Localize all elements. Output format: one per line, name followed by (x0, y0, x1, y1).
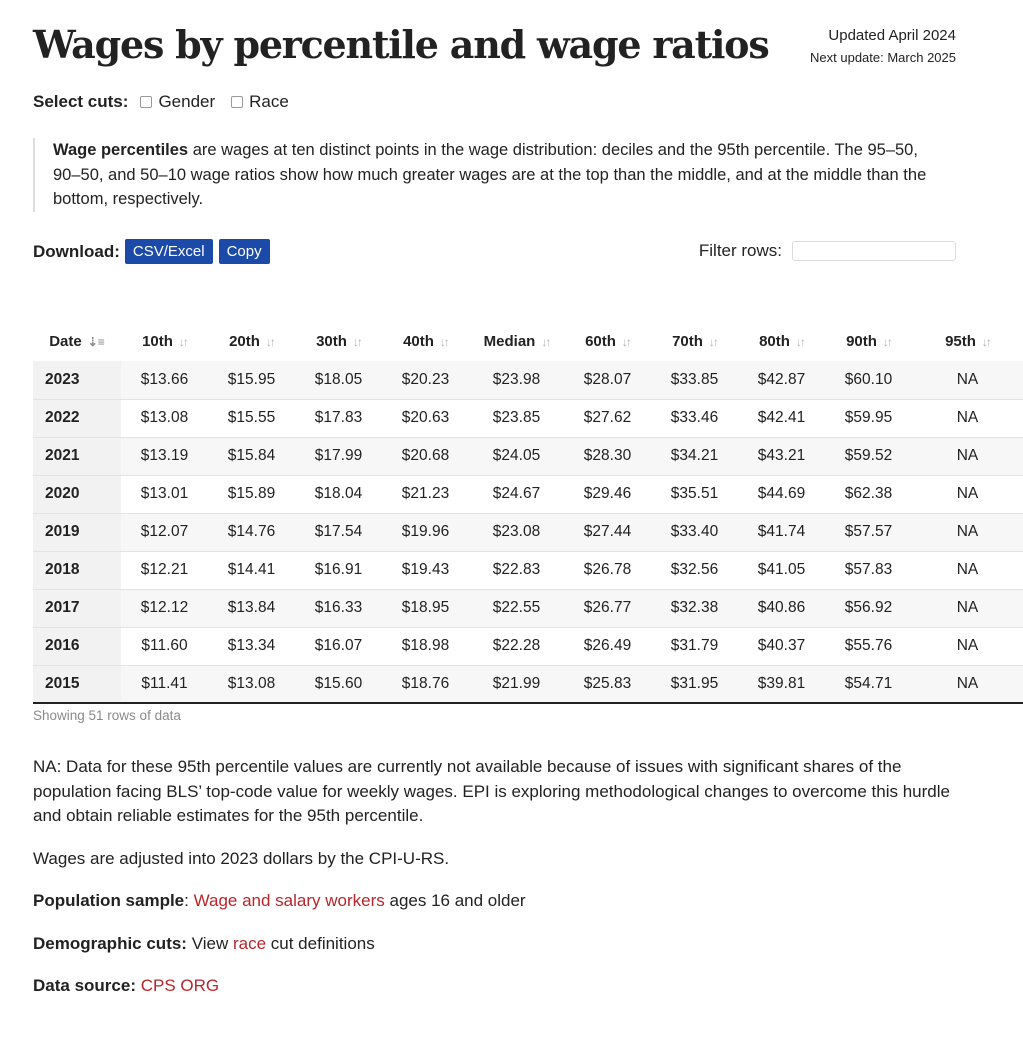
sort-icon[interactable]: ↓↑ (621, 335, 630, 349)
table-row (33, 513, 1023, 551)
table-row (33, 399, 1023, 437)
row-value-cell: $18.76 (382, 665, 469, 703)
header-label: Date (49, 333, 82, 350)
description (33, 138, 933, 212)
header-label: 90th (846, 333, 877, 350)
table-row (33, 361, 1023, 399)
row-value-cell: $43.21 (738, 437, 825, 475)
row-year-cell: 2021 (33, 437, 121, 475)
row-value-cell: $27.62 (564, 399, 651, 437)
row-value-cell: $24.67 (469, 475, 564, 513)
race-checkbox-label[interactable]: Race (249, 92, 289, 111)
row-year-cell: 2015 (33, 665, 121, 703)
row-value-cell: $17.54 (295, 513, 382, 551)
row-value-cell: NA (912, 361, 1023, 399)
table-body (33, 361, 1023, 703)
sort-icon[interactable]: ↓↑ (795, 335, 804, 349)
row-value-cell: $60.10 (825, 361, 912, 399)
row-year-cell: 2016 (33, 627, 121, 665)
row-value-cell: $54.71 (825, 665, 912, 703)
table-row (33, 475, 1023, 513)
row-value-cell: $19.43 (382, 551, 469, 589)
row-value-cell: NA (912, 627, 1023, 665)
row-value-cell: $24.05 (469, 437, 564, 475)
row-value-cell: NA (912, 551, 1023, 589)
population-sample (33, 889, 953, 914)
wage-salary-workers-link[interactable]: Wage and salary workers (193, 891, 385, 910)
adjusted-note: Wages are adjusted into 2023 dollars by the CPI-U-RS. (33, 848, 450, 868)
row-value-cell: $11.60 (121, 627, 208, 665)
updated-date: Updated April 2024 (828, 27, 956, 44)
row-value-cell: $33.46 (651, 399, 738, 437)
row-value-cell: $26.78 (564, 551, 651, 589)
header-80th[interactable] (738, 322, 825, 361)
row-value-cell: NA (912, 437, 1023, 475)
header-label: Median (483, 333, 536, 350)
row-value-cell: $35.51 (651, 475, 738, 513)
row-value-cell: $33.40 (651, 513, 738, 551)
row-value-cell: $23.98 (469, 361, 564, 399)
row-value-cell: $59.52 (825, 437, 912, 475)
gender-checkbox-box[interactable] (140, 96, 152, 108)
showing-rows-count: Showing 51 rows of data (33, 708, 181, 723)
row-value-cell: $17.83 (295, 399, 382, 437)
row-value-cell: $23.85 (469, 399, 564, 437)
row-value-cell: $13.19 (121, 437, 208, 475)
row-year-cell: 2023 (33, 361, 121, 399)
row-year-cell: 2022 (33, 399, 121, 437)
header-10th[interactable] (121, 322, 208, 361)
row-value-cell: $26.77 (564, 589, 651, 627)
page-title: Wages by percentile and wage ratios (33, 22, 769, 67)
row-value-cell: $28.07 (564, 361, 651, 399)
row-value-cell: $15.84 (208, 437, 295, 475)
row-value-cell: NA (912, 665, 1023, 703)
row-value-cell: $41.74 (738, 513, 825, 551)
data-table (33, 322, 1023, 704)
row-value-cell: $15.60 (295, 665, 382, 703)
header-70th[interactable] (651, 322, 738, 361)
demographic-rest: cut definitions (266, 933, 375, 953)
row-value-cell: $22.28 (469, 627, 564, 665)
csv-excel-button[interactable]: CSV/Excel (125, 239, 213, 264)
row-value-cell: $44.69 (738, 475, 825, 513)
row-value-cell: $22.83 (469, 551, 564, 589)
header-label: 40th (403, 333, 434, 350)
row-value-cell: NA (912, 475, 1023, 513)
table-row (33, 551, 1023, 589)
sort-icon[interactable]: ↓↑ (541, 335, 550, 349)
row-value-cell: NA (912, 513, 1023, 551)
row-value-cell: $22.55 (469, 589, 564, 627)
download-label: Download: (33, 241, 120, 261)
row-value-cell: $13.08 (121, 399, 208, 437)
row-value-cell: $57.83 (825, 551, 912, 589)
header-90th[interactable] (825, 322, 912, 361)
row-value-cell: $21.23 (382, 475, 469, 513)
na-note: NA: Data for these 95th percentile values are currently not available because of issues with significant shares of the population facing BLS’ top-code value for weekly wages. EPI is exploring methodological changes to overcome this hurdle and obtain reliable estimates for the 95th percentile. (33, 757, 950, 825)
table-row (33, 589, 1023, 627)
population-colon: : (184, 891, 194, 910)
sort-desc-icon[interactable]: ⇣≡ (87, 335, 105, 349)
row-value-cell: $62.38 (825, 475, 912, 513)
demographic-label: Demographic cuts: (33, 933, 187, 953)
header-40th[interactable] (382, 322, 469, 361)
header-median[interactable] (469, 322, 564, 361)
row-value-cell: $27.44 (564, 513, 651, 551)
row-value-cell: $20.23 (382, 361, 469, 399)
row-year-cell: 2019 (33, 513, 121, 551)
filter-rows-input[interactable] (792, 241, 956, 261)
row-value-cell: $23.08 (469, 513, 564, 551)
sort-icon[interactable]: ↓↑ (439, 335, 448, 349)
table-row (33, 665, 1023, 703)
copy-button[interactable]: Copy (219, 239, 270, 264)
row-value-cell: $40.86 (738, 589, 825, 627)
row-value-cell: $15.89 (208, 475, 295, 513)
row-value-cell: $12.21 (121, 551, 208, 589)
header-label: 20th (229, 333, 260, 350)
row-value-cell: $39.81 (738, 665, 825, 703)
row-value-cell: $12.12 (121, 589, 208, 627)
header-label: 60th (585, 333, 616, 350)
row-value-cell: $15.55 (208, 399, 295, 437)
table-row (33, 437, 1023, 475)
gender-checkbox-label[interactable]: Gender (158, 92, 216, 111)
update-info (810, 27, 956, 65)
header-label: 70th (672, 333, 703, 350)
row-value-cell: $20.63 (382, 399, 469, 437)
header-20th[interactable] (208, 322, 295, 361)
row-value-cell: $13.01 (121, 475, 208, 513)
row-value-cell: $34.21 (651, 437, 738, 475)
filter-rows-label: Filter rows: (698, 241, 782, 260)
description-text: are wages at ten distinct points in the wage distribution: deciles and the 95th percentile. The 95–50, 90–50, and 50–10 wage ratios show how much greater wages are at the top than the middle, and at the middle than the bottom, respectively. (53, 141, 927, 208)
row-value-cell: $26.49 (564, 627, 651, 665)
row-value-cell: $18.95 (382, 589, 469, 627)
header-30th[interactable] (295, 322, 382, 361)
row-value-cell: $20.68 (382, 437, 469, 475)
row-value-cell: $16.33 (295, 589, 382, 627)
row-value-cell: $29.46 (564, 475, 651, 513)
sort-icon[interactable]: ↓↑ (981, 335, 990, 349)
row-value-cell: $40.37 (738, 627, 825, 665)
race-definitions-link[interactable]: race (232, 933, 267, 953)
filter-rows (699, 241, 956, 261)
header-label: 95th (945, 333, 976, 350)
notes (33, 755, 953, 1017)
race-checkbox-box[interactable] (231, 96, 243, 108)
row-value-cell: $12.07 (121, 513, 208, 551)
table-row (33, 627, 1023, 665)
row-value-cell: $25.83 (564, 665, 651, 703)
row-value-cell: $42.87 (738, 361, 825, 399)
header-label: 80th (759, 333, 790, 350)
row-value-cell: NA (912, 589, 1023, 627)
row-value-cell: $18.98 (382, 627, 469, 665)
row-value-cell: $16.07 (295, 627, 382, 665)
row-value-cell: $13.08 (208, 665, 295, 703)
row-value-cell: $41.05 (738, 551, 825, 589)
row-value-cell: $28.30 (564, 437, 651, 475)
description-bold: Wage percentiles (53, 141, 189, 159)
row-value-cell: $13.66 (121, 361, 208, 399)
demographic-cuts (33, 932, 953, 957)
header-label: 10th (142, 333, 173, 350)
row-year-cell: 2020 (33, 475, 121, 513)
row-value-cell: $13.84 (208, 589, 295, 627)
row-value-cell: $57.57 (825, 513, 912, 551)
row-value-cell: $59.95 (825, 399, 912, 437)
row-value-cell: $19.96 (382, 513, 469, 551)
select-cuts (33, 92, 305, 112)
population-label: Population sample (33, 891, 185, 910)
gender-checkbox[interactable] (140, 92, 215, 112)
row-value-cell: $31.95 (651, 665, 738, 703)
row-year-cell: 2017 (33, 589, 121, 627)
header-95th[interactable] (912, 322, 1023, 361)
row-value-cell: $13.34 (208, 627, 295, 665)
demographic-pre: View (186, 933, 233, 953)
row-value-cell: NA (912, 399, 1023, 437)
sort-icon[interactable]: ↓↑ (178, 335, 187, 349)
row-value-cell: $14.76 (208, 513, 295, 551)
population-rest: ages 16 and older (384, 891, 526, 910)
race-checkbox[interactable] (231, 92, 289, 112)
header-label: 30th (316, 333, 347, 350)
next-update-date: Next update: March 2025 (810, 50, 956, 65)
table-header-row (33, 322, 1023, 361)
row-value-cell: $56.92 (825, 589, 912, 627)
row-value-cell: $18.04 (295, 475, 382, 513)
source-label: Data source: (33, 976, 136, 995)
data-table-container[interactable] (33, 322, 990, 704)
row-value-cell: $16.91 (295, 551, 382, 589)
select-cuts-label: Select cuts: (33, 92, 129, 111)
row-value-cell: $33.85 (651, 361, 738, 399)
download-bar (33, 239, 276, 264)
row-year-cell: 2018 (33, 551, 121, 589)
data-source (33, 974, 953, 999)
row-value-cell: $17.99 (295, 437, 382, 475)
cps-org-link[interactable]: CPS ORG (140, 976, 220, 995)
row-value-cell: $42.41 (738, 399, 825, 437)
header-date[interactable] (33, 322, 121, 361)
row-value-cell: $18.05 (295, 361, 382, 399)
row-value-cell: $32.38 (651, 589, 738, 627)
sort-icon[interactable]: ↓↑ (882, 335, 891, 349)
row-value-cell: $31.79 (651, 627, 738, 665)
row-value-cell: $21.99 (469, 665, 564, 703)
sort-icon[interactable]: ↓↑ (708, 335, 717, 349)
header-60th[interactable] (564, 322, 651, 361)
sort-icon[interactable]: ↓↑ (352, 335, 361, 349)
sort-icon[interactable]: ↓↑ (265, 335, 274, 349)
row-value-cell: $55.76 (825, 627, 912, 665)
row-value-cell: $11.41 (121, 665, 208, 703)
row-value-cell: $15.95 (208, 361, 295, 399)
row-value-cell: $32.56 (651, 551, 738, 589)
row-value-cell: $14.41 (208, 551, 295, 589)
